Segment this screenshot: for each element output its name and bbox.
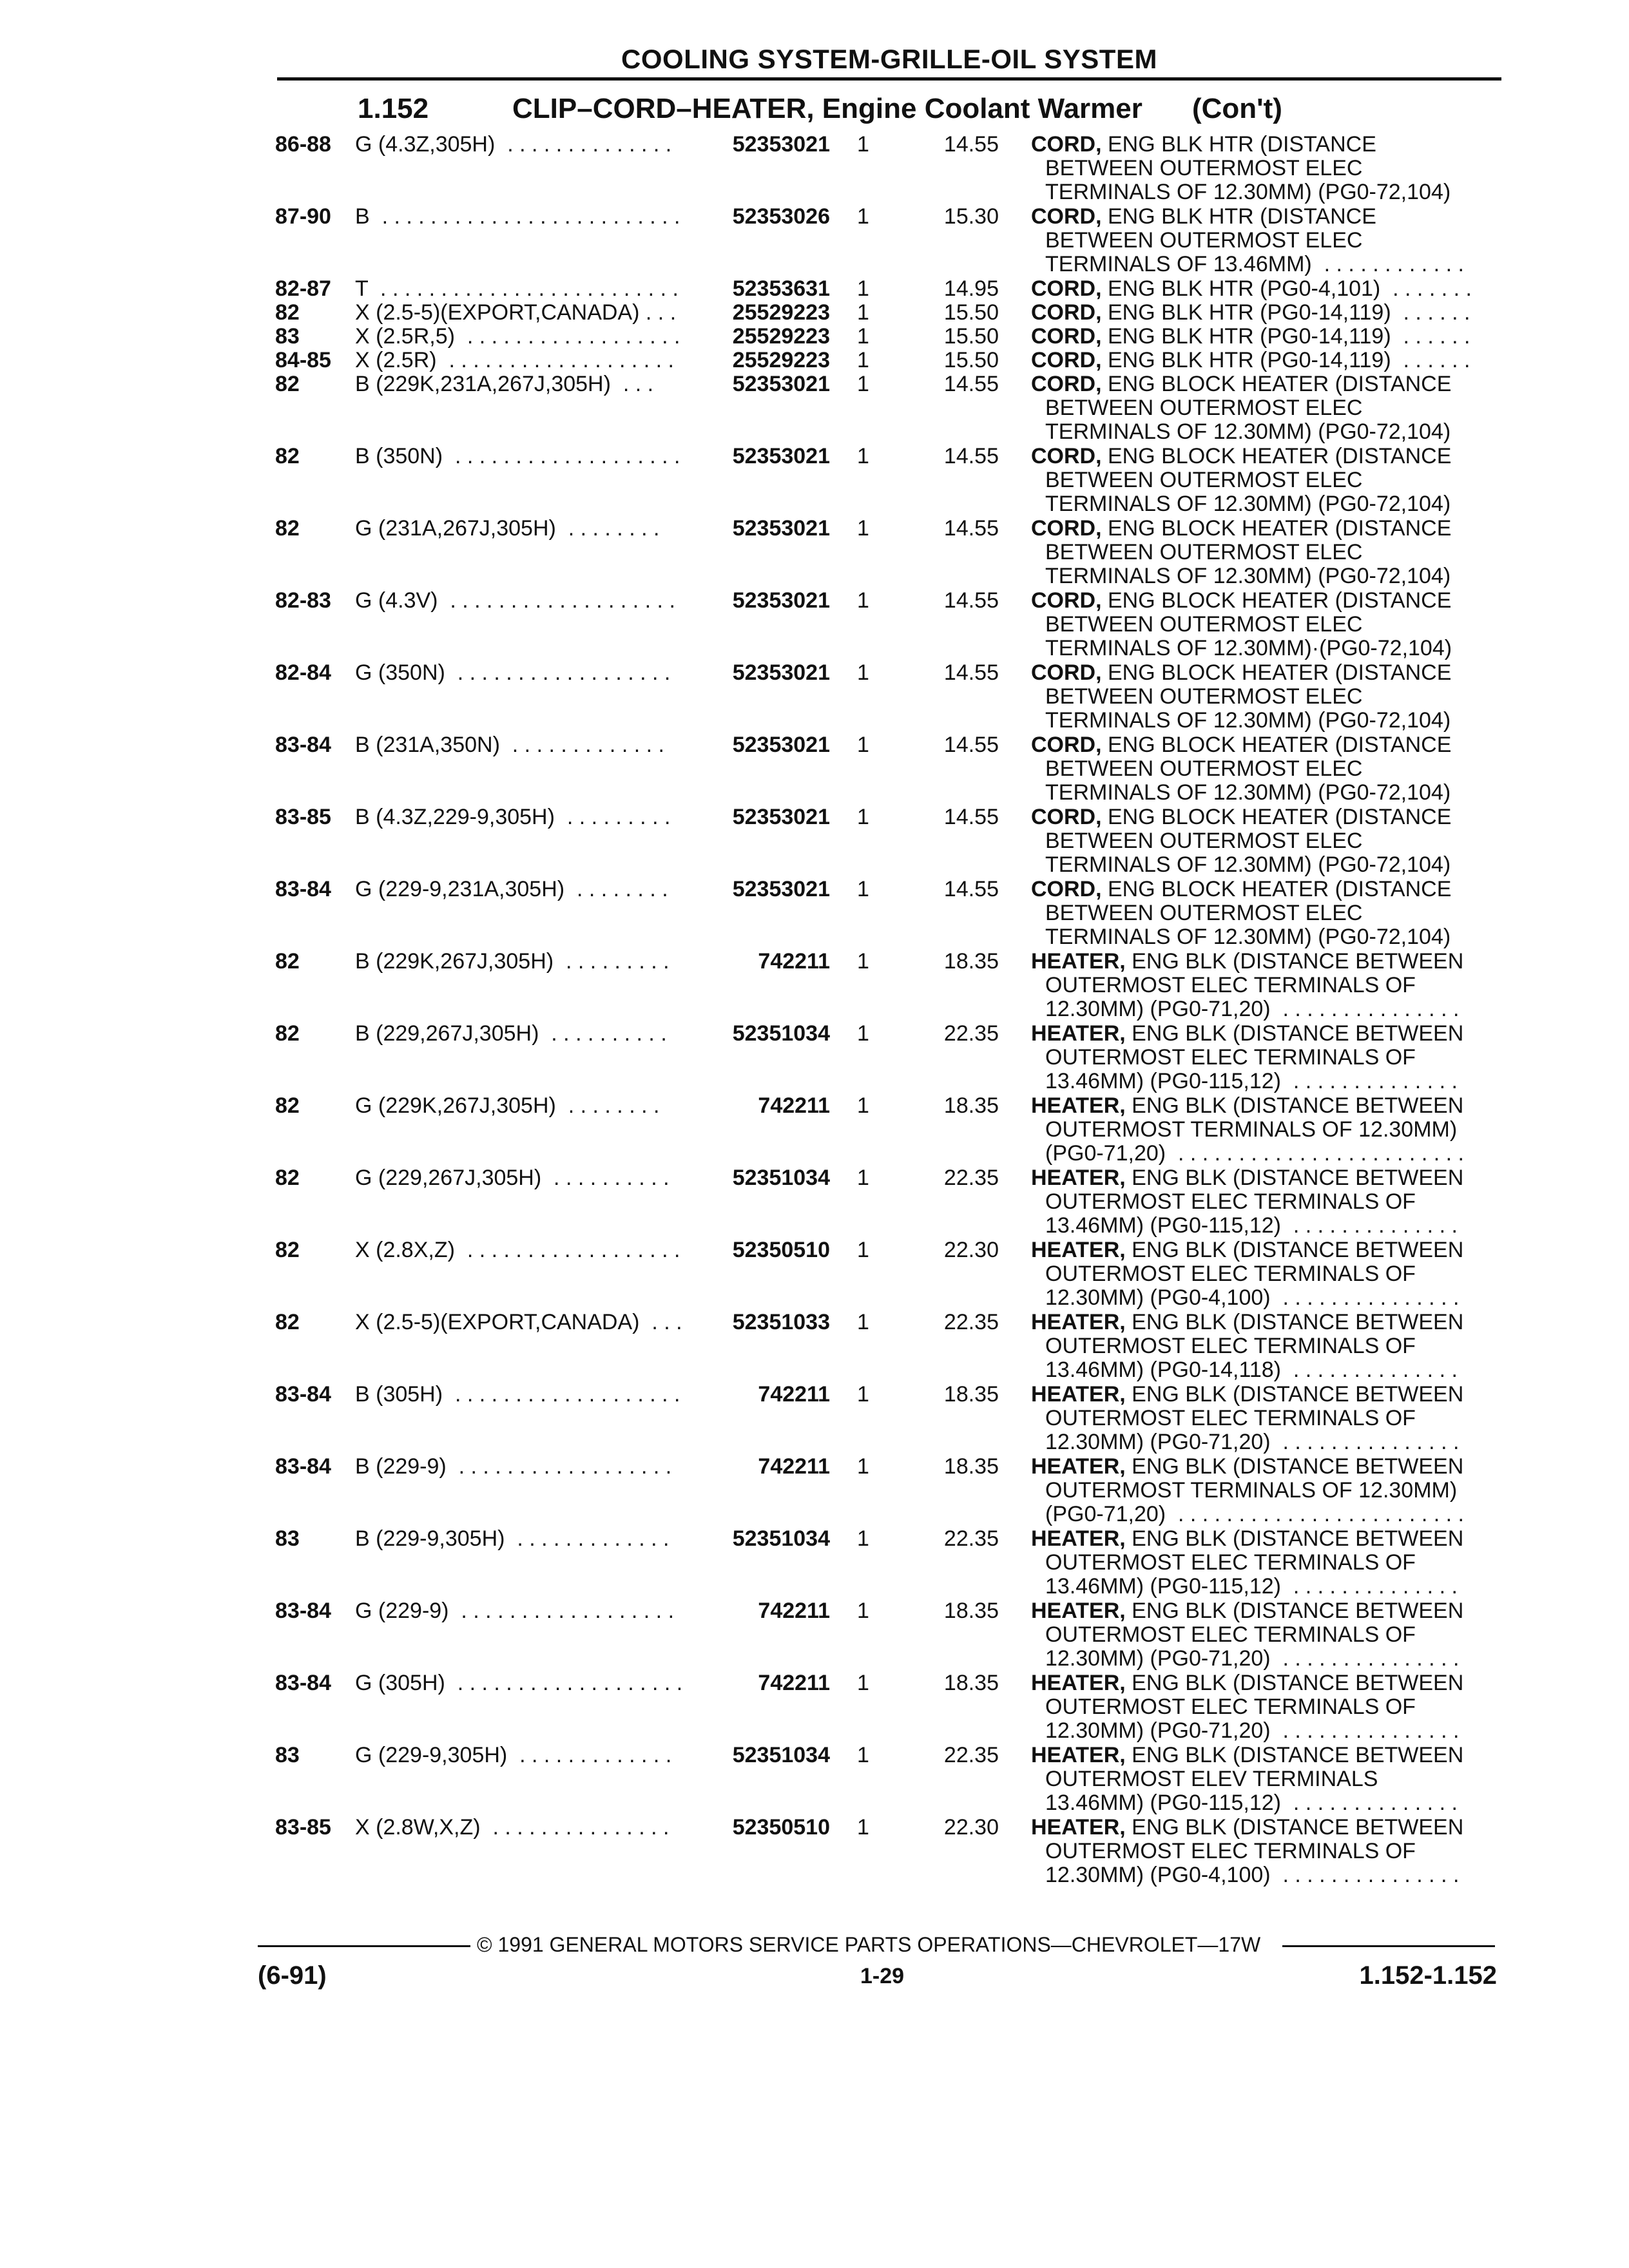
description-text: ENG BLOCK HEATER (DISTANCE [1101, 805, 1452, 829]
application-cell: B (4.3Z,229-9,305H) . . . . . . . . . [355, 805, 671, 829]
part-number-cell: 52351033 [732, 1310, 830, 1334]
description-continuation: (PG0-71,20) . . . . . . . . . . . . . . . . . . . . . . . . [1045, 1502, 1464, 1526]
application-cell: G (229,267J,305H) . . . . . . . . . . [355, 1166, 670, 1190]
footer-rule-left [258, 1945, 470, 1947]
part-number-cell: 52353631 [732, 276, 830, 301]
description-keyword: HEATER, [1031, 1526, 1126, 1551]
part-number-cell: 52351034 [732, 1021, 830, 1046]
description-cell [1031, 1238, 1463, 1262]
price-cell: 14.55 [943, 660, 999, 685]
description-cell [1031, 878, 1451, 901]
description-cell [1031, 1671, 1463, 1695]
description-continuation: TERMINALS OF 12.30MM) (PG0-72,104) [1045, 780, 1451, 805]
description-cell [1031, 325, 1470, 349]
description-continuation: TERMINALS OF 12.30MM) (PG0-72,104) [1045, 852, 1451, 877]
description-keyword: CORD, [1031, 372, 1102, 396]
quantity-cell: 1 [857, 276, 869, 301]
description-keyword: HEATER, [1031, 1454, 1126, 1479]
description-keyword: CORD, [1031, 516, 1102, 541]
description-text: ENG BLOCK HEATER (DISTANCE [1101, 733, 1452, 757]
part-number-cell: 742211 [758, 1671, 830, 1695]
price-cell: 14.55 [943, 733, 999, 757]
footer-date: (6-91) [258, 1961, 327, 1990]
quantity-cell: 1 [857, 1310, 869, 1334]
quantity-cell: 1 [857, 204, 869, 229]
title-rule [277, 77, 1501, 81]
quantity-cell: 1 [857, 1815, 869, 1840]
application-cell: B (229,267J,305H) . . . . . . . . . . [355, 1021, 667, 1046]
year-cell: 82-83 [275, 588, 331, 613]
description-cell [1031, 589, 1451, 613]
description-cell [1031, 1744, 1463, 1767]
description-continuation: TERMINALS OF 12.30MM) (PG0-72,104) [1045, 925, 1451, 949]
price-cell: 18.35 [943, 1599, 999, 1623]
footer-group-range: 1.152-1.152 [1359, 1961, 1497, 1990]
footer-rule-right [1282, 1945, 1495, 1947]
description-text: ENG BLOCK HEATER (DISTANCE [1101, 444, 1452, 468]
year-cell: 82-87 [275, 276, 331, 301]
description-text: ENG BLK (DISTANCE BETWEEN [1125, 1526, 1464, 1551]
group-name: CLIP–CORD–HEATER, Engine Coolant Warmer [512, 93, 1142, 124]
group-number: 1.152 [358, 93, 429, 124]
price-cell: 14.55 [943, 132, 999, 157]
description-continuation: OUTERMOST ELEC TERMINALS OF [1045, 1406, 1416, 1430]
part-number-cell: 25529223 [732, 324, 830, 349]
description-text: ENG BLK (DISTANCE BETWEEN [1125, 1671, 1464, 1695]
year-cell: 83 [275, 324, 300, 349]
application-cell: B (231A,350N) . . . . . . . . . . . . . [355, 733, 664, 757]
description-cell [1031, 205, 1376, 229]
description-cell [1031, 349, 1470, 372]
description-text: ENG BLK HTR (PG0-14,119) . . . . . . [1101, 324, 1470, 349]
description-cell [1031, 1094, 1463, 1118]
price-cell: 22.35 [943, 1526, 999, 1551]
description-cell [1031, 277, 1472, 301]
description-text: ENG BLK HTR (PG0-4,101) . . . . . . . [1101, 276, 1472, 301]
price-cell: 15.50 [943, 324, 999, 349]
description-cell [1031, 950, 1463, 974]
description-keyword: CORD, [1031, 276, 1102, 301]
application-cell: B (229-9,305H) . . . . . . . . . . . . . [355, 1526, 670, 1551]
description-continuation: OUTERMOST ELEC TERMINALS OF [1045, 1550, 1416, 1575]
price-cell: 14.95 [943, 276, 999, 301]
application-cell: G (229K,267J,305H) . . . . . . . . [355, 1093, 660, 1118]
application-cell: B (229K,231A,267J,305H) . . . [355, 372, 654, 396]
description-continuation: BETWEEN OUTERMOST ELEC [1045, 829, 1363, 853]
description-continuation: OUTERMOST ELEV TERMINALS [1045, 1767, 1378, 1791]
application-cell: G (229-9) . . . . . . . . . . . . . . . . . . [355, 1599, 675, 1623]
description-text: ENG BLK HTR (DISTANCE [1101, 204, 1376, 229]
quantity-cell: 1 [857, 1671, 869, 1695]
quantity-cell: 1 [857, 300, 869, 325]
part-number-cell: 52353021 [732, 660, 830, 685]
description-text: ENG BLOCK HEATER (DISTANCE [1101, 660, 1452, 685]
year-cell: 87-90 [275, 204, 331, 229]
price-cell: 22.35 [943, 1021, 999, 1046]
description-keyword: CORD, [1031, 588, 1102, 613]
quantity-cell: 1 [857, 877, 869, 901]
application-cell: B (350N) . . . . . . . . . . . . . . . . . . . [355, 444, 680, 468]
year-cell: 82 [275, 1310, 300, 1334]
description-keyword: HEATER, [1031, 1021, 1126, 1046]
quantity-cell: 1 [857, 516, 869, 541]
description-cell [1031, 1455, 1463, 1479]
description-text: ENG BLK (DISTANCE BETWEEN [1125, 1166, 1464, 1190]
year-cell: 82 [275, 1093, 300, 1118]
part-number-cell: 742211 [758, 1382, 830, 1407]
price-cell: 18.35 [943, 949, 999, 974]
description-continuation: OUTERMOST ELEC TERMINALS OF [1045, 1189, 1416, 1214]
application-cell: X (2.8X,Z) . . . . . . . . . . . . . . . . . . [355, 1238, 680, 1262]
quantity-cell: 1 [857, 588, 869, 613]
description-text: ENG BLOCK HEATER (DISTANCE [1101, 877, 1452, 901]
part-number-cell: 52353021 [732, 805, 830, 829]
description-keyword: HEATER, [1031, 1671, 1126, 1695]
application-cell: B (229-9) . . . . . . . . . . . . . . . . . . [355, 1454, 672, 1479]
description-continuation: BETWEEN OUTERMOST ELEC [1045, 396, 1363, 420]
year-cell: 82 [275, 1021, 300, 1046]
quantity-cell: 1 [857, 444, 869, 468]
description-continuation: 13.46MM) (PG0-115,12) . . . . . . . . . . . . . . [1045, 1069, 1458, 1093]
price-cell: 14.55 [943, 516, 999, 541]
year-cell: 82 [275, 444, 300, 468]
description-continuation: BETWEEN OUTERMOST ELEC [1045, 756, 1363, 781]
description-keyword: HEATER, [1031, 1093, 1126, 1118]
description-cell [1031, 301, 1470, 325]
price-cell: 18.35 [943, 1093, 999, 1118]
year-cell: 84-85 [275, 348, 331, 372]
application-cell: B (229K,267J,305H) . . . . . . . . . [355, 949, 670, 974]
description-continuation: BETWEEN OUTERMOST ELEC [1045, 901, 1363, 925]
description-continuation: 13.46MM) (PG0-115,12) . . . . . . . . . . . . . . [1045, 1574, 1458, 1599]
description-continuation: 12.30MM) (PG0-4,100) . . . . . . . . . . . . . . . [1045, 1863, 1460, 1887]
description-continuation: TERMINALS OF 12.30MM) (PG0-72,104) [1045, 492, 1451, 516]
description-cell [1031, 445, 1451, 468]
part-number-cell: 742211 [758, 1599, 830, 1623]
description-keyword: CORD, [1031, 733, 1102, 757]
description-continuation: OUTERMOST TERMINALS OF 12.30MM) [1045, 1478, 1458, 1503]
part-number-cell: 52353021 [732, 877, 830, 901]
section-title: COOLING SYSTEM-GRILLE-OIL SYSTEM [621, 44, 1157, 74]
year-cell: 82 [275, 516, 300, 541]
description-continuation: 12.30MM) (PG0-71,20) . . . . . . . . . . . . . . . [1045, 997, 1460, 1021]
description-continuation: TERMINALS OF 12.30MM)·(PG0-72,104) [1045, 636, 1452, 660]
quantity-cell: 1 [857, 1021, 869, 1046]
quantity-cell: 1 [857, 660, 869, 685]
description-keyword: HEATER, [1031, 1238, 1126, 1262]
description-keyword: CORD, [1031, 300, 1102, 325]
price-cell: 22.35 [943, 1743, 999, 1767]
year-cell: 83-84 [275, 733, 331, 757]
description-cell [1031, 733, 1451, 757]
description-text: ENG BLK (DISTANCE BETWEEN [1125, 1238, 1464, 1262]
quantity-cell: 1 [857, 1166, 869, 1190]
part-number-cell: 52351034 [732, 1526, 830, 1551]
quantity-cell: 1 [857, 1238, 869, 1262]
continued-label: (Con't) [1192, 93, 1282, 124]
footer-copyright: © 1991 GENERAL MOTORS SERVICE PARTS OPERATIONS—CHEVROLET—17W [477, 1933, 1261, 1956]
quantity-cell: 1 [857, 1382, 869, 1407]
description-cell [1031, 1383, 1463, 1407]
price-cell: 22.30 [943, 1815, 999, 1840]
description-keyword: HEATER, [1031, 1743, 1126, 1767]
description-keyword: HEATER, [1031, 1599, 1126, 1623]
description-cell [1031, 1311, 1463, 1334]
price-cell: 14.55 [943, 877, 999, 901]
description-keyword: HEATER, [1031, 1310, 1126, 1334]
description-continuation: TERMINALS OF 12.30MM) (PG0-72,104) [1045, 180, 1451, 204]
footer-page-number: 1-29 [860, 1964, 905, 1988]
year-cell: 82 [275, 372, 300, 396]
application-cell: G (229-9,305H) . . . . . . . . . . . . . [355, 1743, 672, 1767]
part-number-cell: 742211 [758, 949, 830, 974]
part-number-cell: 25529223 [732, 348, 830, 372]
description-continuation: BETWEEN OUTERMOST ELEC [1045, 468, 1363, 492]
quantity-cell: 1 [857, 949, 869, 974]
application-cell: B (305H) . . . . . . . . . . . . . . . . . . . [355, 1382, 680, 1407]
description-text: ENG BLK (DISTANCE BETWEEN [1125, 1021, 1464, 1046]
description-continuation: OUTERMOST ELEC TERMINALS OF [1045, 1839, 1416, 1863]
part-number-cell: 52351034 [732, 1166, 830, 1190]
description-continuation: BETWEEN OUTERMOST ELEC [1045, 612, 1363, 637]
description-cell [1031, 1599, 1463, 1623]
description-text: ENG BLK (DISTANCE BETWEEN [1125, 1310, 1464, 1334]
year-cell: 83-84 [275, 877, 331, 901]
description-cell [1031, 805, 1451, 829]
price-cell: 18.35 [943, 1382, 999, 1407]
quantity-cell: 1 [857, 1093, 869, 1118]
year-cell: 82-84 [275, 660, 331, 685]
description-continuation: BETWEEN OUTERMOST ELEC [1045, 228, 1363, 253]
price-cell: 15.50 [943, 300, 999, 325]
application-cell: G (305H) . . . . . . . . . . . . . . . . . . . [355, 1671, 683, 1695]
description-continuation: 13.46MM) (PG0-115,12) . . . . . . . . . . . . . . [1045, 1791, 1458, 1815]
description-keyword: CORD, [1031, 324, 1102, 349]
description-keyword: HEATER, [1031, 1166, 1126, 1190]
part-number-cell: 52353021 [732, 588, 830, 613]
part-number-cell: 52350510 [732, 1238, 830, 1262]
description-cell [1031, 661, 1451, 685]
part-number-cell: 25529223 [732, 300, 830, 325]
description-text: ENG BLK (DISTANCE BETWEEN [1125, 1382, 1464, 1407]
application-cell: G (350N) . . . . . . . . . . . . . . . . . . [355, 660, 671, 685]
year-cell: 83 [275, 1526, 300, 1551]
quantity-cell: 1 [857, 805, 869, 829]
year-cell: 83-85 [275, 1815, 331, 1840]
year-cell: 83-84 [275, 1382, 331, 1407]
price-cell: 14.55 [943, 805, 999, 829]
description-text: ENG BLK HTR (PG0-14,119) . . . . . . [1101, 300, 1470, 325]
application-cell: X (2.8W,X,Z) . . . . . . . . . . . . . . . [355, 1815, 670, 1840]
description-keyword: CORD, [1031, 348, 1102, 372]
quantity-cell: 1 [857, 1526, 869, 1551]
application-cell: G (231A,267J,305H) . . . . . . . . [355, 516, 660, 541]
description-keyword: CORD, [1031, 805, 1102, 829]
application-cell: B . . . . . . . . . . . . . . . . . . . . . . . . . [355, 204, 680, 229]
description-continuation: 12.30MM) (PG0-4,100) . . . . . . . . . . . . . . . [1045, 1285, 1460, 1310]
application-cell: X (2.5-5)(EXPORT,CANADA) . . . [355, 1310, 682, 1334]
application-cell: X (2.5R,5) . . . . . . . . . . . . . . . . . . [355, 324, 680, 349]
description-text: ENG BLOCK HEATER (DISTANCE [1101, 588, 1452, 613]
part-number-cell: 52353021 [732, 132, 830, 157]
part-number-cell: 52353021 [732, 733, 830, 757]
year-cell: 83-84 [275, 1671, 331, 1695]
price-cell: 14.55 [943, 372, 999, 396]
description-keyword: CORD, [1031, 444, 1102, 468]
description-continuation: (PG0-71,20) . . . . . . . . . . . . . . . . . . . . . . . . [1045, 1141, 1464, 1166]
description-continuation: OUTERMOST ELEC TERMINALS OF [1045, 1045, 1416, 1070]
description-continuation: TERMINALS OF 13.46MM) . . . . . . . . . . . . [1045, 252, 1464, 276]
year-cell: 86-88 [275, 132, 331, 157]
description-keyword: HEATER, [1031, 1382, 1126, 1407]
part-number-cell: 52351034 [732, 1743, 830, 1767]
part-number-cell: 52353021 [732, 444, 830, 468]
quantity-cell: 1 [857, 1454, 869, 1479]
description-continuation: TERMINALS OF 12.30MM) (PG0-72,104) [1045, 708, 1451, 733]
application-cell: T . . . . . . . . . . . . . . . . . . . . . . . . . [355, 276, 679, 301]
quantity-cell: 1 [857, 1743, 869, 1767]
quantity-cell: 1 [857, 372, 869, 396]
description-text: ENG BLK (DISTANCE BETWEEN [1125, 1743, 1464, 1767]
description-continuation: 12.30MM) (PG0-71,20) . . . . . . . . . . . . . . . [1045, 1646, 1460, 1671]
description-text: ENG BLK (DISTANCE BETWEEN [1125, 949, 1464, 974]
description-cell [1031, 1816, 1463, 1840]
year-cell: 83-84 [275, 1599, 331, 1623]
description-continuation: BETWEEN OUTERMOST ELEC [1045, 684, 1363, 709]
description-text: ENG BLK (DISTANCE BETWEEN [1125, 1815, 1464, 1840]
description-continuation: OUTERMOST ELEC TERMINALS OF [1045, 1695, 1416, 1719]
description-keyword: CORD, [1031, 660, 1102, 685]
year-cell: 83-85 [275, 805, 331, 829]
application-cell: G (4.3V) . . . . . . . . . . . . . . . . . . . [355, 588, 675, 613]
description-cell [1031, 1527, 1463, 1551]
description-continuation: BETWEEN OUTERMOST ELEC [1045, 540, 1363, 564]
year-cell: 82 [275, 1166, 300, 1190]
part-number-cell: 52353026 [732, 204, 830, 229]
description-cell [1031, 372, 1451, 396]
description-continuation: OUTERMOST TERMINALS OF 12.30MM) [1045, 1117, 1458, 1142]
quantity-cell: 1 [857, 324, 869, 349]
description-keyword: HEATER, [1031, 949, 1126, 974]
description-cell [1031, 1022, 1463, 1046]
quantity-cell: 1 [857, 733, 869, 757]
price-cell: 22.35 [943, 1310, 999, 1334]
description-text: ENG BLK HTR (PG0-14,119) . . . . . . [1101, 348, 1470, 372]
price-cell: 18.35 [943, 1671, 999, 1695]
part-number-cell: 52353021 [732, 372, 830, 396]
description-keyword: CORD, [1031, 132, 1102, 157]
description-continuation: OUTERMOST ELEC TERMINALS OF [1045, 1622, 1416, 1647]
application-cell: X (2.5-5)(EXPORT,CANADA) . . . [355, 300, 677, 325]
part-number-cell: 742211 [758, 1093, 830, 1118]
description-text: ENG BLK (DISTANCE BETWEEN [1125, 1093, 1464, 1118]
description-keyword: CORD, [1031, 877, 1102, 901]
part-number-cell: 52353021 [732, 516, 830, 541]
year-cell: 83-84 [275, 1454, 331, 1479]
description-continuation: 12.30MM) (PG0-71,20) . . . . . . . . . . . . . . . [1045, 1718, 1460, 1743]
description-cell [1031, 1166, 1463, 1190]
description-continuation: 13.46MM) (PG0-115,12) . . . . . . . . . . . . . . [1045, 1213, 1458, 1238]
quantity-cell: 1 [857, 1599, 869, 1623]
description-text: ENG BLK HTR (DISTANCE [1101, 132, 1376, 157]
quantity-cell: 1 [857, 348, 869, 372]
description-continuation: OUTERMOST ELEC TERMINALS OF [1045, 1262, 1416, 1286]
part-number-cell: 52350510 [732, 1815, 830, 1840]
description-continuation: OUTERMOST ELEC TERMINALS OF [1045, 973, 1416, 997]
description-text: ENG BLK (DISTANCE BETWEEN [1125, 1599, 1464, 1623]
price-cell: 15.30 [943, 204, 999, 229]
year-cell: 82 [275, 949, 300, 974]
price-cell: 22.35 [943, 1166, 999, 1190]
description-continuation: TERMINALS OF 12.30MM) (PG0-72,104) [1045, 419, 1451, 444]
year-cell: 82 [275, 300, 300, 325]
description-text: ENG BLOCK HEATER (DISTANCE [1101, 516, 1452, 541]
description-text: ENG BLK (DISTANCE BETWEEN [1125, 1454, 1464, 1479]
description-continuation: OUTERMOST ELEC TERMINALS OF [1045, 1334, 1416, 1358]
description-text: ENG BLOCK HEATER (DISTANCE [1101, 372, 1452, 396]
description-continuation: 12.30MM) (PG0-71,20) . . . . . . . . . . . . . . . [1045, 1430, 1460, 1454]
price-cell: 18.35 [943, 1454, 999, 1479]
price-cell: 22.30 [943, 1238, 999, 1262]
description-keyword: CORD, [1031, 204, 1102, 229]
description-continuation: TERMINALS OF 12.30MM) (PG0-72,104) [1045, 564, 1451, 588]
quantity-cell: 1 [857, 132, 869, 157]
application-cell: X (2.5R) . . . . . . . . . . . . . . . . . . . [355, 348, 674, 372]
part-number-cell: 742211 [758, 1454, 830, 1479]
price-cell: 14.55 [943, 444, 999, 468]
application-cell: G (4.3Z,305H) . . . . . . . . . . . . . . [355, 132, 672, 157]
description-cell [1031, 133, 1376, 157]
price-cell: 14.55 [943, 588, 999, 613]
price-cell: 15.50 [943, 348, 999, 372]
description-cell [1031, 517, 1451, 541]
description-continuation: 13.46MM) (PG0-14,118) . . . . . . . . . . . . . . [1045, 1358, 1458, 1382]
description-continuation: BETWEEN OUTERMOST ELEC [1045, 156, 1363, 180]
year-cell: 83 [275, 1743, 300, 1767]
year-cell: 82 [275, 1238, 300, 1262]
description-keyword: HEATER, [1031, 1815, 1126, 1840]
application-cell: G (229-9,231A,305H) . . . . . . . . [355, 877, 668, 901]
